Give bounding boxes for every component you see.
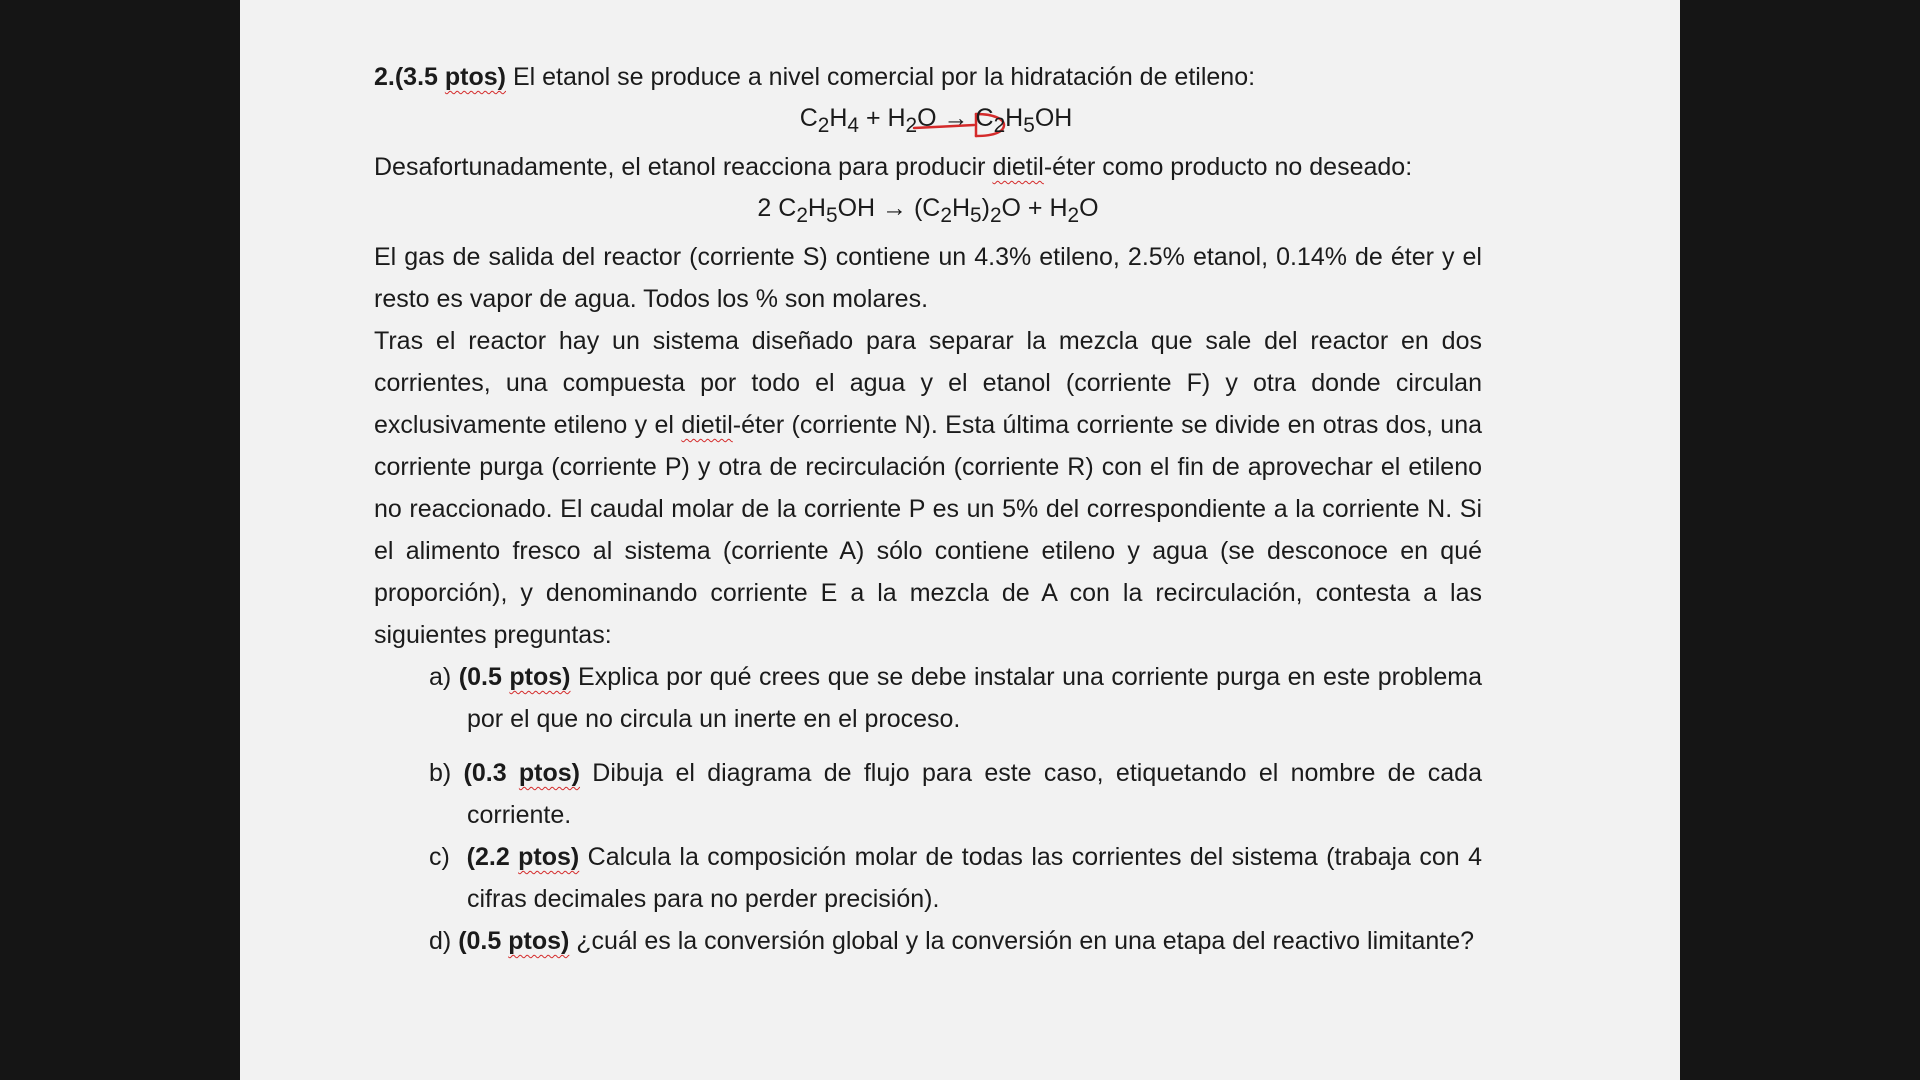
question-a: a) (0.5 ptos) Explica por qué crees que se debe instalar una corriente purga en este problema por el que no circula un inerte en el proceso. [429, 663, 1482, 733]
problem-text [374, 56, 1482, 962]
separation-system-paragraph: Tras el reactor hay un sistema diseñado para separar la mezcla que sale del reactor en dos corrientes, una compuesta por todo el agua y el etanol (corriente F) y otra donde circulan exclusivamente etileno y el dietil-éter (corriente N). Esta última corriente se divide en otras dos, una corriente purga (corriente P) y otra de recirculación (corriente R) con el fin de aprovechar el etileno no reaccionado. El caudal molar de la corriente P es un 5% del correspondiente a la corriente N. Si el alimento fresco al sistema (corriente A) sólo contiene etileno y agua (se desconoce en qué proporción), y denominando corriente E a la mezcla de A con la recirculación, contesta a las siguientes preguntas: [374, 327, 1482, 649]
question-d: d) (0.5 ptos) ¿cuál es la conversión global y la conversión en una etapa del reactivo limitante? [429, 927, 1475, 955]
problem-heading [374, 56, 1482, 98]
spellcheck-word: dietil [681, 411, 733, 439]
problem-number: 2. [374, 63, 395, 91]
problem-intro: El etanol se produce a nivel comercial por la hidratación de etileno: [506, 63, 1256, 91]
ether-equation: 2 $C_2H_5OH \to (C_2H_5)_2O + H_2O$ [757, 194, 1099, 227]
problem-points: (3.5 ptos) [394, 63, 506, 91]
outlet-gas-paragraph: El gas de salida del reactor (corriente S) contiene un 4.3% etileno, 2.5% etanol, 0.14% de éter y el resto es vapor de agua. Todos los % son molares. [374, 243, 1482, 313]
document-page [240, 0, 1680, 1080]
question-c: c) (2.2 ptos) Calcula la composición molar de todas las corrientes del sistema (trabaja con 4 cifras decimales para no perder precisión). [429, 843, 1482, 913]
question-b: b) (0.3 ptos) Dibuja el diagrama de flujo para este caso, etiquetando el nombre de cada corriente. [429, 759, 1482, 829]
spellcheck-word: dietil [992, 153, 1044, 181]
side-reaction-intro: Desafortunadamente, el etanol reacciona para producir dietil-éter como producto no deseado: [374, 153, 1413, 181]
hydration-equation: $C_2H_4 + H_2O \to C_2H_5OH$ [799, 104, 1073, 137]
